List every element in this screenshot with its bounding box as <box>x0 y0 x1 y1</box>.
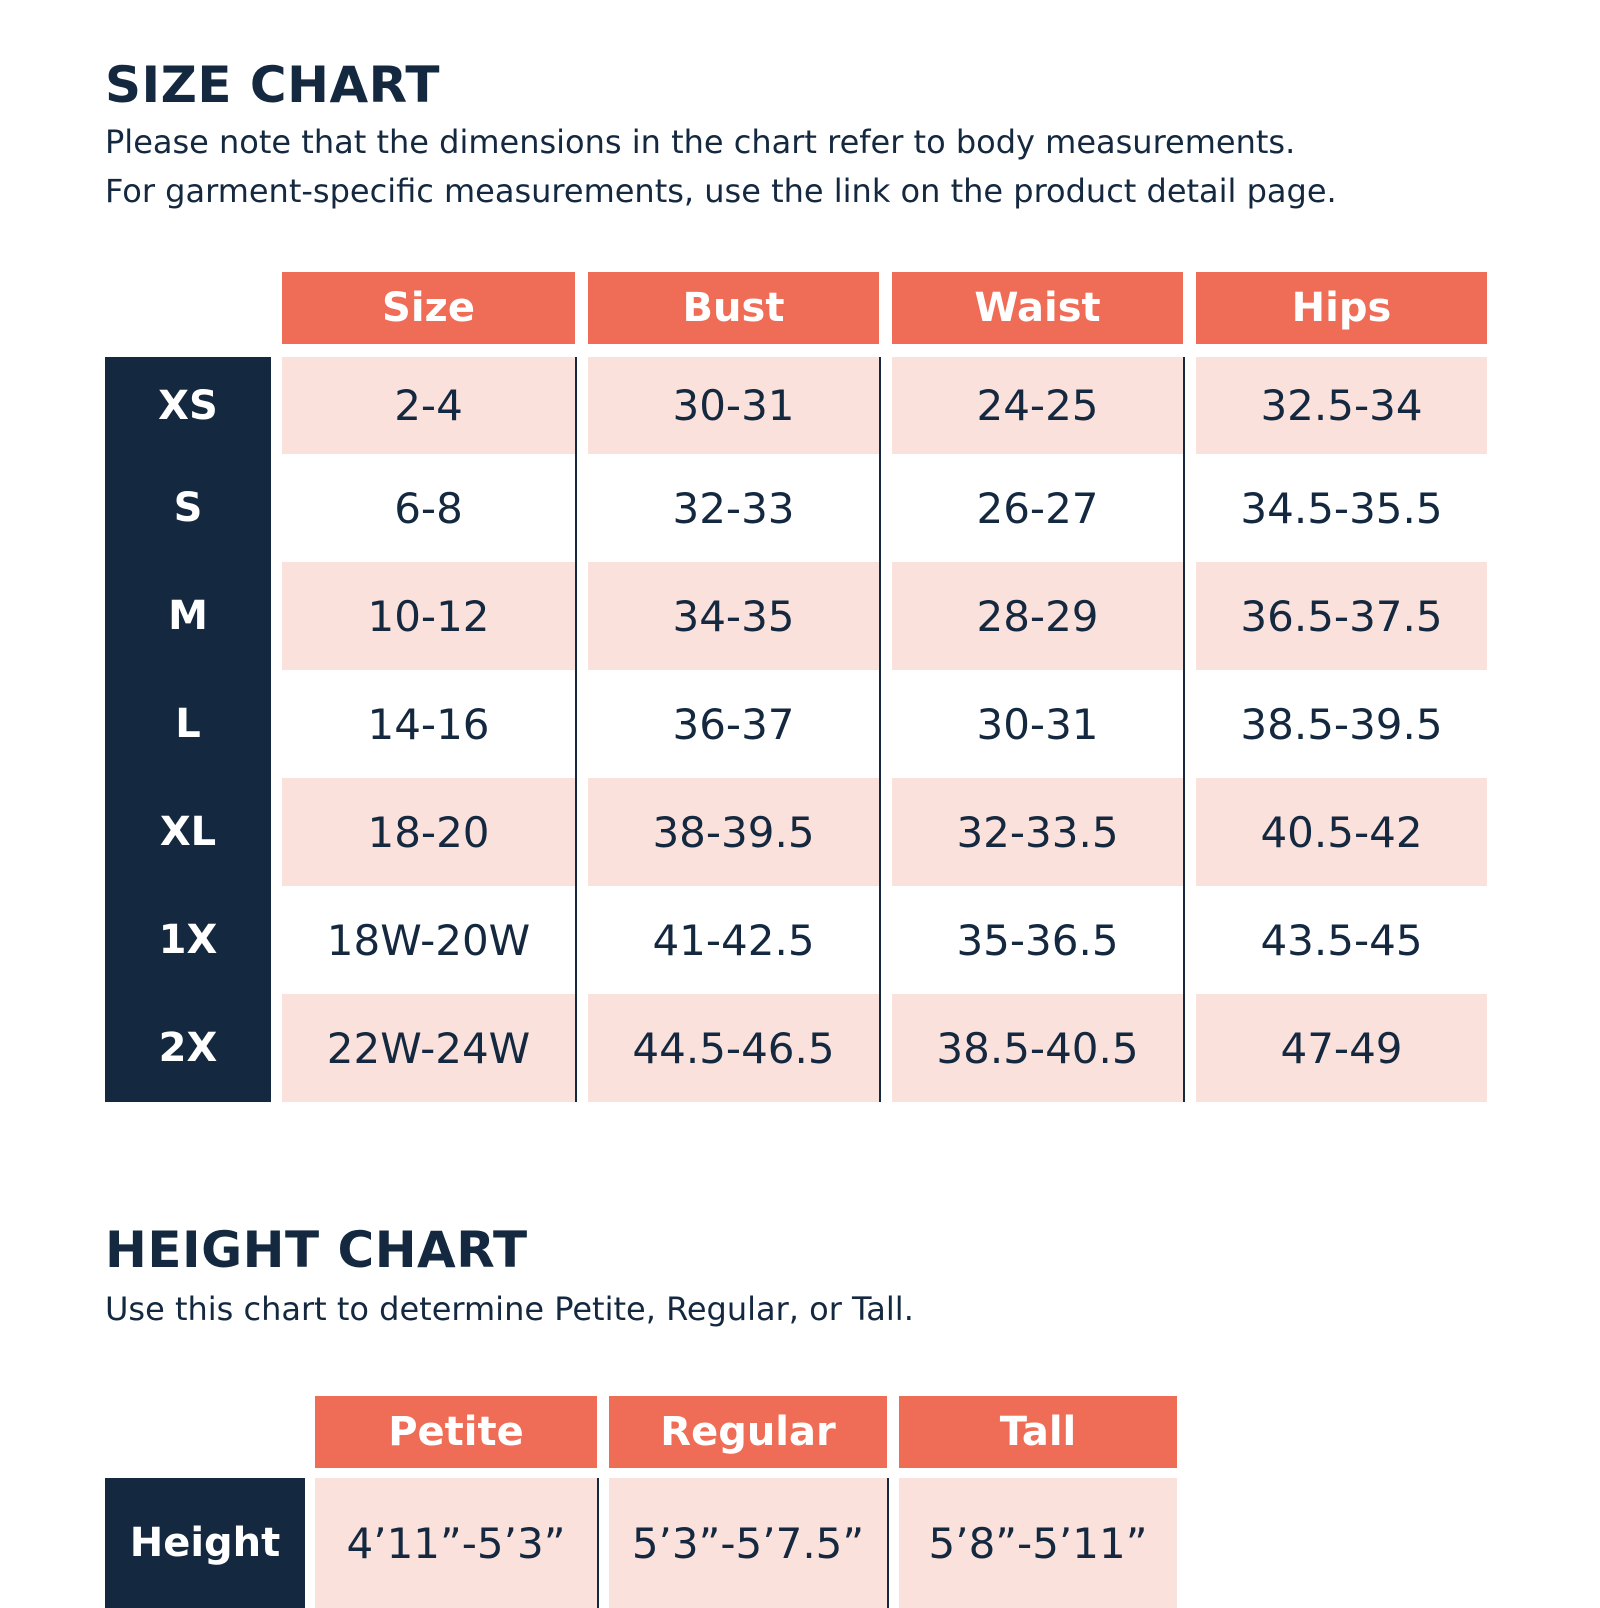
bust-cell: 44.5-46.5 <box>588 994 881 1102</box>
bust-cell: 41-42.5 <box>588 886 881 994</box>
waist-cell: 32-33.5 <box>892 778 1185 886</box>
hips-cell: 34.5-35.5 <box>1196 454 1487 562</box>
waist-cell: 28-29 <box>892 562 1185 670</box>
row-label-2x: 2X <box>105 994 271 1102</box>
row-label-xs: XS <box>105 357 271 454</box>
bust-cell: 32-33 <box>588 454 881 562</box>
height-table-corner <box>105 1396 305 1468</box>
size-cell: 6-8 <box>282 454 577 562</box>
size-cell: 2-4 <box>282 357 577 454</box>
hips-cell: 43.5-45 <box>1196 886 1487 994</box>
bust-cell: 38-39.5 <box>588 778 881 886</box>
size-cell: 22W-24W <box>282 994 577 1102</box>
size-chart-title: SIZE CHART <box>105 56 441 114</box>
tall-column-header: Tall <box>899 1396 1177 1468</box>
size-cell: 18-20 <box>282 778 577 886</box>
row-label-m: M <box>105 562 271 670</box>
height-chart-subtitle: Use this chart to determine Petite, Regular, or Tall. <box>105 1290 914 1328</box>
size-cell: 18W-20W <box>282 886 577 994</box>
row-label-s: S <box>105 454 271 562</box>
row-label-1x: 1X <box>105 886 271 994</box>
hips-cell: 47-49 <box>1196 994 1487 1102</box>
height-chart-title: HEIGHT CHART <box>105 1221 528 1279</box>
height-chart-table <box>105 1396 1177 1608</box>
waist-cell: 38.5-40.5 <box>892 994 1185 1102</box>
hips-column-header: Hips <box>1196 272 1487 344</box>
hips-cell: 38.5-39.5 <box>1196 670 1487 778</box>
bust-cell: 30-31 <box>588 357 881 454</box>
waist-cell: 24-25 <box>892 357 1185 454</box>
bust-cell: 36-37 <box>588 670 881 778</box>
row-label-l: L <box>105 670 271 778</box>
regular-height-cell: 5’3”-5’7.5” <box>609 1478 889 1608</box>
hips-cell: 40.5-42 <box>1196 778 1487 886</box>
size-column-header: Size <box>282 272 575 344</box>
regular-column-header: Regular <box>609 1396 887 1468</box>
size-chart-table <box>105 272 1487 1102</box>
size-cell: 10-12 <box>282 562 577 670</box>
waist-cell: 35-36.5 <box>892 886 1185 994</box>
size-chart-subtitle <box>105 118 1337 216</box>
row-label-xl: XL <box>105 778 271 886</box>
waist-cell: 30-31 <box>892 670 1185 778</box>
bust-column-header: Bust <box>588 272 879 344</box>
waist-cell: 26-27 <box>892 454 1185 562</box>
size-cell: 14-16 <box>282 670 577 778</box>
waist-column-header: Waist <box>892 272 1183 344</box>
size-chart-subtitle-line-2: For garment-specific measurements, use the link on the product detail page. <box>105 172 1337 210</box>
size-table-corner <box>105 272 271 346</box>
hips-cell: 36.5-37.5 <box>1196 562 1487 670</box>
row-label-height: Height <box>105 1478 305 1608</box>
petite-column-header: Petite <box>315 1396 597 1468</box>
bust-cell: 34-35 <box>588 562 881 670</box>
hips-cell: 32.5-34 <box>1196 357 1487 454</box>
size-chart-subtitle-line-1: Please note that the dimensions in the chart refer to body measurements. <box>105 123 1296 161</box>
tall-height-cell: 5’8”-5’11” <box>899 1478 1177 1608</box>
petite-height-cell: 4’11”-5’3” <box>315 1478 599 1608</box>
